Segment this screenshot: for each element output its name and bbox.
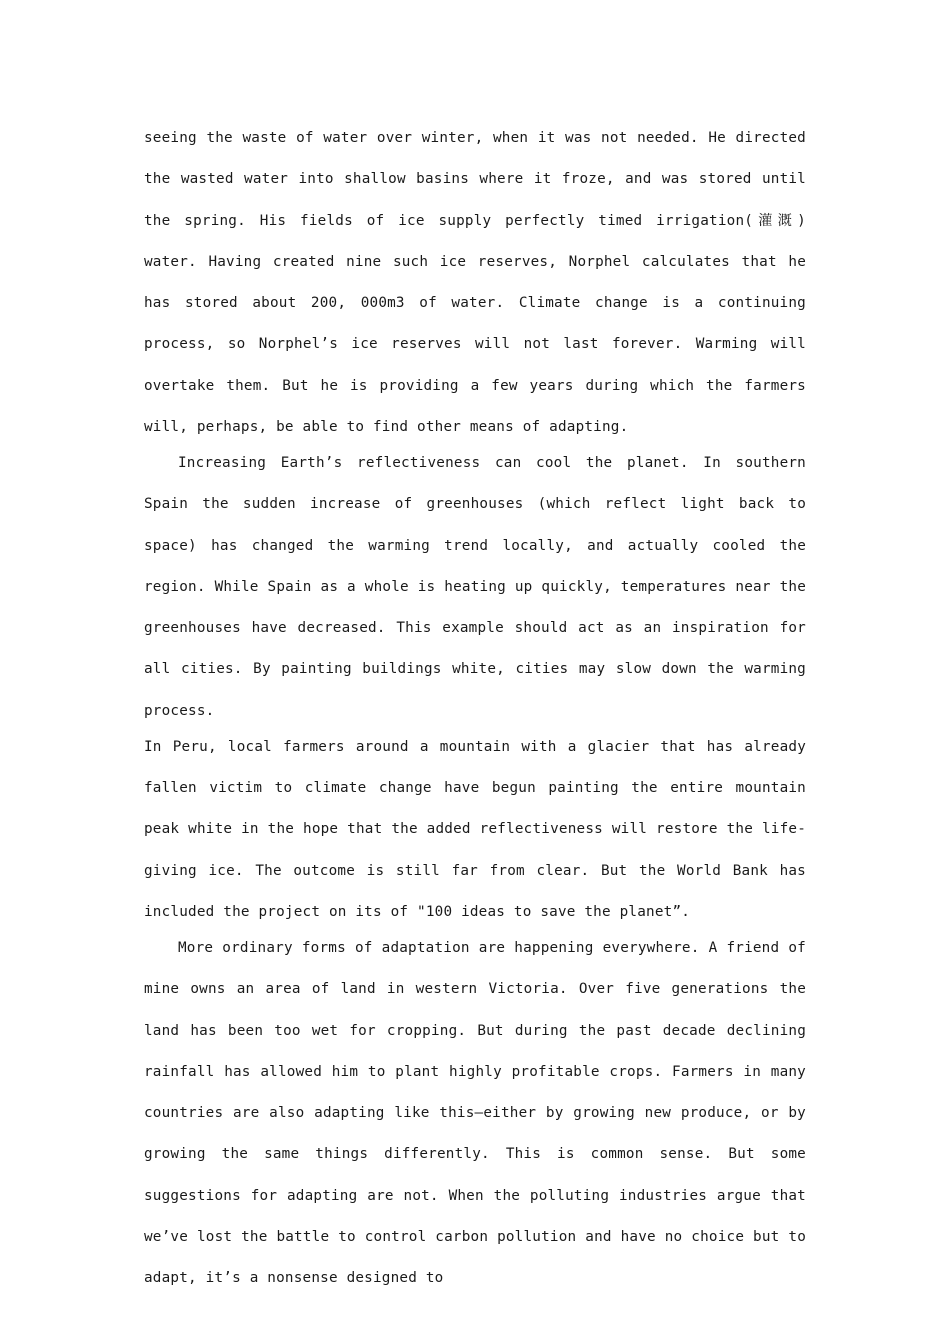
paragraph-ice-reserves: seeing the waste of water over winter, when it was not needed. He directed the wasted water into shallow basins where it froze, and was stored until the spring. His fields of ice supply perfectly timed irrigation(灌溉) water. Having created nine such ice reserves, Norphel calculates that he has stored about 200, 000m3 of water. Climate change is a continuing process, so Norphel’s ice reserves will not last forever. Warming will overtake them. But he is providing a few years during which the farmers will, perhaps, be able to find other means of adapting. (144, 130, 806, 435)
paragraph-peru: In Peru, local farmers around a mountain with a glacier that has already fallen victim to climate change have begun painting the entire mountain peak white in the hope that the added reflectiveness will restore the life-giving ice. The outcome is still far from clear. But the World Bank has included the project on its of "100 ideas to save the planet”. (144, 738, 806, 920)
paragraph-reflectiveness: Increasing Earth’s reflectiveness can cool the planet. In southern Spain the sudden increase of greenhouses (which reflect light back to space) has changed the warming trend locally, and actually cooled the region. While Spain as a whole is heating up quickly, temperatures near the greenhouses have decreased. This example should act as an inspiration for all cities. By painting buildings white, cities may slow down the warming process. (144, 455, 806, 719)
paragraph-ordinary-adaptation: More ordinary forms of adaptation are happening everywhere. A friend of mine owns an area of land in western Victoria. Over five generations the land has been too wet for cropping. But during the past decade declining rainfall has allowed him to plant highly profitable crops. Farmers in many countries are also adapting like this—either by growing new produce, or by growing the same things differently. This is common sense. But some suggestions for adapting are not. When the polluting industries argue that we’ve lost the battle to control carbon pollution and have no choice but to adapt, it’s a nonsense designed to (144, 940, 806, 1286)
document-page (144, 118, 806, 1299)
